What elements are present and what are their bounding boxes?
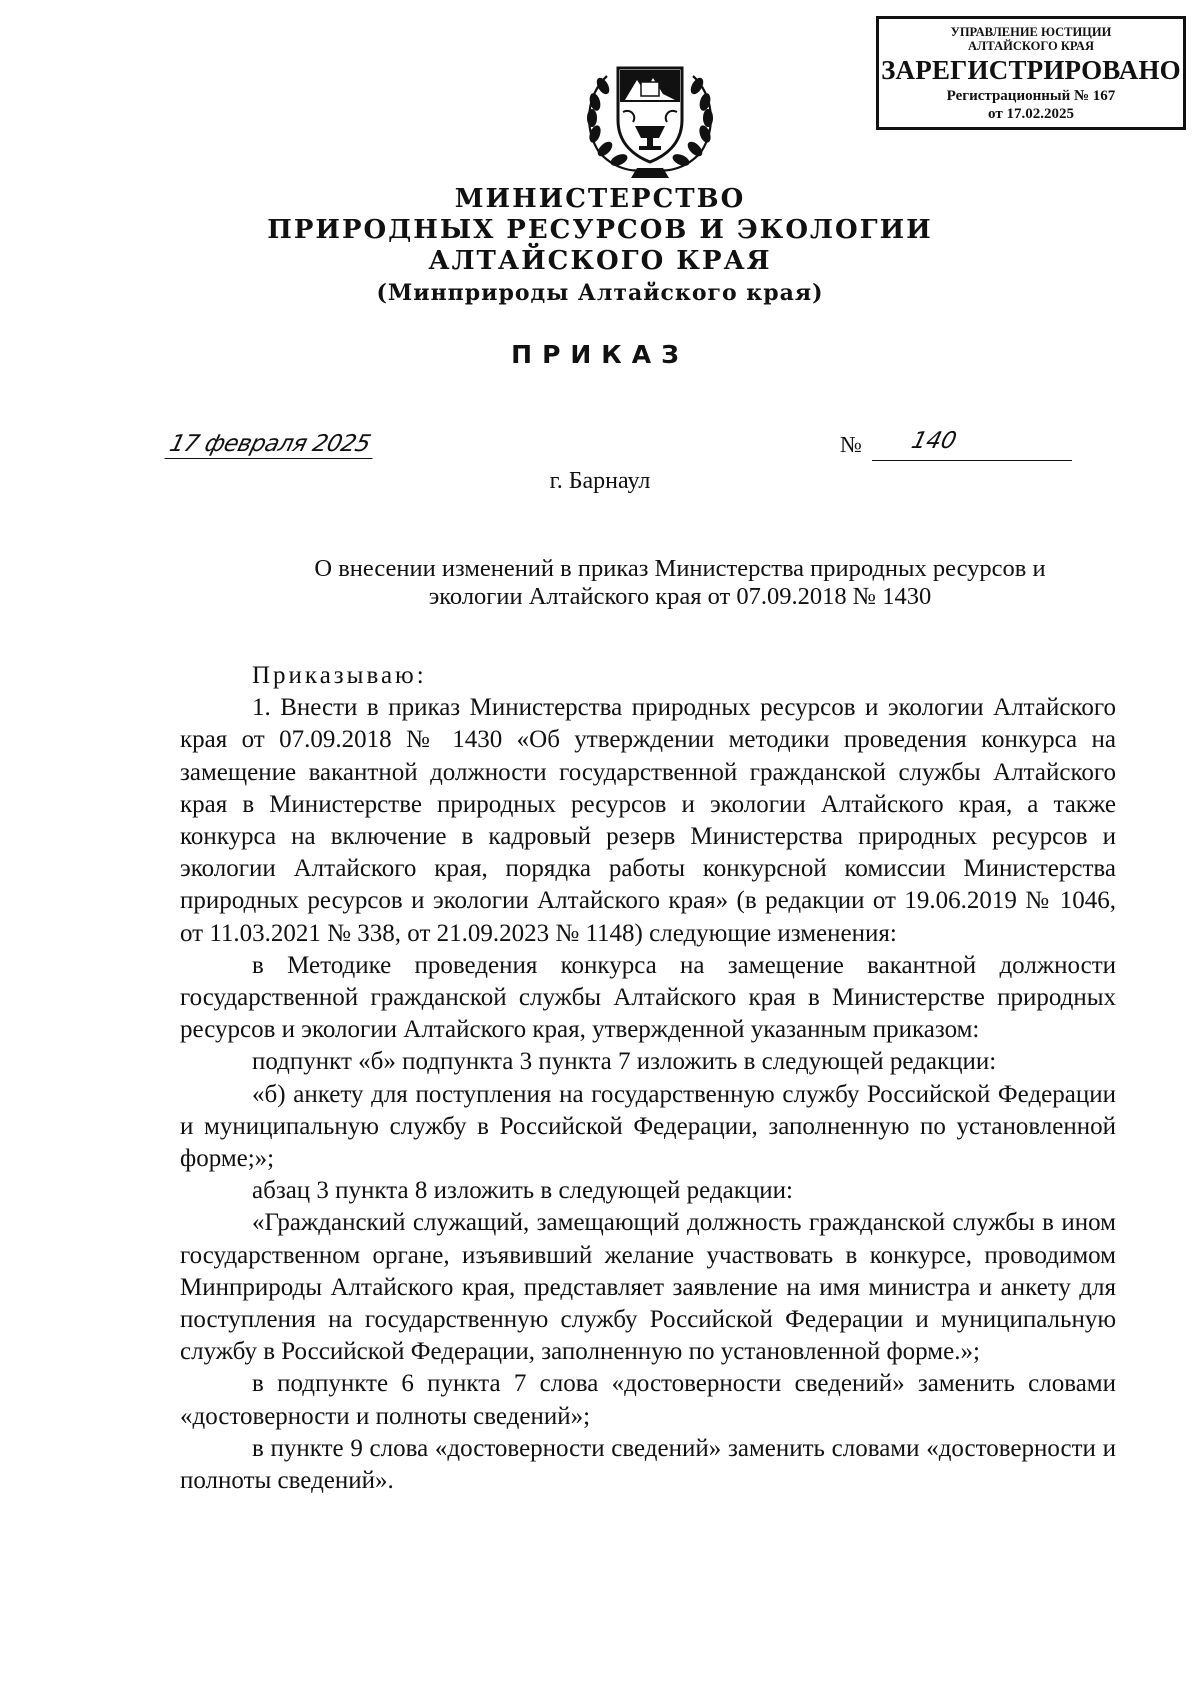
org-short-name: (Минприроды Алтайского края): [376, 280, 824, 306]
coat-of-arms-icon: [573, 50, 727, 180]
paragraph-3: подпункт «б» подпункта 3 пункта 7 изложить в следующей редакции:: [252, 1048, 997, 1076]
order-lead: Приказываю:: [252, 662, 427, 689]
document-body: [180, 660, 1116, 1497]
org-name-line3: АЛТАЙСКОГО КРАЯ: [428, 246, 772, 276]
stamp-status: ЗАРЕГИСТРИРОВАНО: [881, 55, 1181, 85]
stamp-authority-line1: УПРАВЛЕНИЕ ЮСТИЦИИ: [950, 25, 1112, 39]
paragraph-2: в Методике проведения конкурса на замещение вакантной должности государственной гражданской службы Алтайского края в Министерстве природных ресурсов и экологии Алтайского края, утвержденной указанным приказом:: [180, 951, 1116, 1044]
subject-line1: О внесении изменений в приказ Министерства природных ресурсов и: [314, 555, 1046, 582]
city-name: г. Барнаул: [549, 468, 651, 494]
stamp-reg-number: Регистрационный № 167: [946, 88, 1116, 104]
paragraph-7: в подпункте 6 пункта 7 слова «достоверности сведений» заменить словами «достоверности и полноты сведений»;: [180, 1370, 1116, 1430]
handwritten-date: 17 февраля 2025: [164, 430, 379, 459]
document-subject: [280, 555, 1080, 611]
paragraph-5: абзац 3 пункта 8 изложить в следующей редакции:: [252, 1177, 793, 1205]
document-type-title: ПРИКАЗ: [511, 340, 689, 369]
paragraph-1: 1. Внести в приказ Министерства природных ресурсов и экологии Алтайского края от 07.09.2018 № 1430 «Об утверждении методики проведения конкурса на замещение вакантной должности государственной гражданской службы Алтайского края в Министерстве природных ресурсов и экологии Алтайского края, а также конкурса на включение в кадровый резерв Министерства природных ресурсов и экологии Алтайского края, порядка работы конкурсной комиссии Министерства природных ресурсов и экологии Алтайского края» (в редакции от 19.06.2019 № 1046, от 11.03.2021 № 338, от 21.09.2023 № 1148) следующие изменения:: [180, 694, 1116, 947]
org-name-line2: ПРИРОДНЫХ РЕСУРСОВ И ЭКОЛОГИИ: [267, 215, 933, 245]
subject-line2: экологии Алтайского края от 07.09.2018 № 1430: [428, 583, 932, 610]
stamp-reg-date: от 17.02.2025: [988, 106, 1074, 122]
paragraph-8: в пункте 9 слова «достоверности сведений» заменить словами «достоверности и полноты сведений».: [180, 1434, 1116, 1495]
handwritten-order-number: 140: [908, 428, 960, 454]
stamp-authority-line2: АЛТАЙСКОГО КРАЯ: [968, 39, 1094, 53]
paragraph-6: «Гражданский служащий, замещающий должность гражданской службы в ином государственном органе, изъявивший желание участвовать в конкурсе, проводимом Минприроды Алтайского края, представляет заявление на имя министра и анкету для поступления на государственную службу Российской Федерации и муниципальную службу в Российской Федерации, заполненную по установленной форме.»;: [180, 1209, 1116, 1366]
paragraph-4: «б) анкету для поступления на государственную службу Российской Федерации и муниципальную службу в Российской Федерации, заполненную по установленной форме;»;: [180, 1080, 1116, 1173]
org-name-line1: МИНИСТЕРСТВО: [454, 184, 746, 214]
registration-stamp: [876, 16, 1186, 130]
order-number-underline: [872, 460, 1072, 461]
order-number-label: №: [840, 432, 862, 457]
